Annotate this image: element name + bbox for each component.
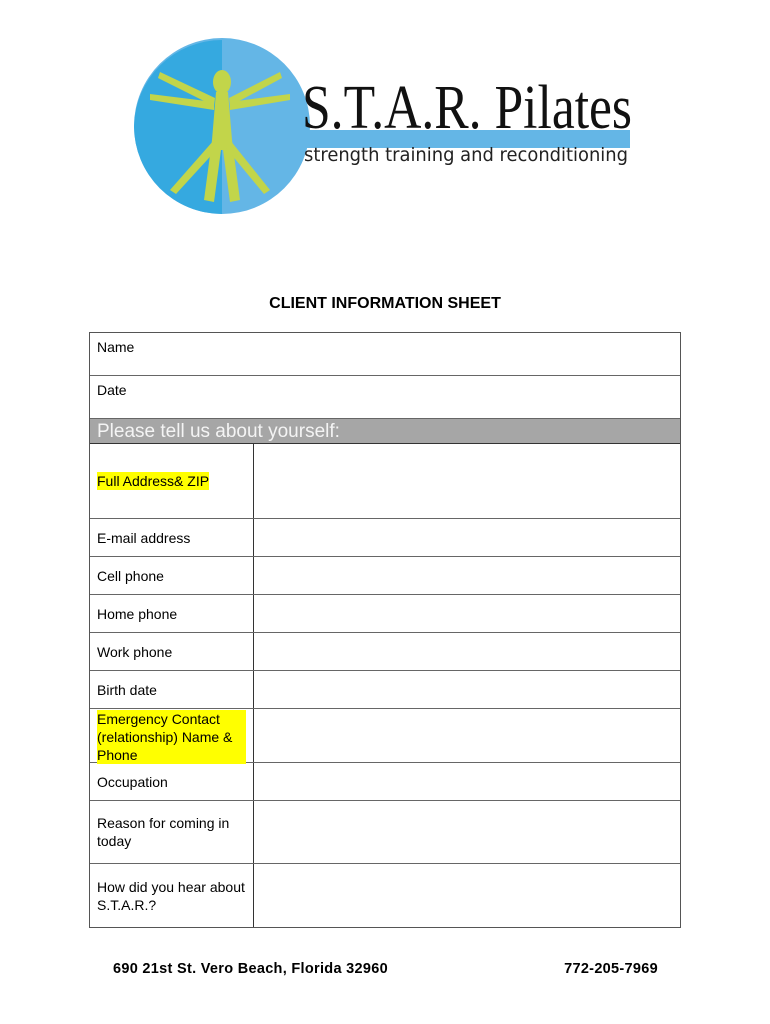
page-title: CLIENT INFORMATION SHEET xyxy=(269,295,501,312)
reason-input[interactable] xyxy=(254,801,680,863)
form-row-reason xyxy=(90,801,680,864)
date-field[interactable] xyxy=(90,376,680,419)
client-information-form xyxy=(89,332,681,928)
home-phone-input[interactable] xyxy=(254,595,680,632)
home-phone-label: Home phone xyxy=(97,605,178,622)
reason-label: Reason for coming in today xyxy=(97,815,230,849)
address-label: Full Address& ZIP xyxy=(97,473,210,489)
date-label: Date xyxy=(97,382,127,398)
occupation-label: Occupation xyxy=(97,773,168,790)
referral-input[interactable] xyxy=(254,864,680,927)
work-phone-label: Work phone xyxy=(97,643,173,660)
email-input[interactable] xyxy=(254,519,680,556)
name-field[interactable] xyxy=(90,333,680,376)
address-input[interactable] xyxy=(254,444,680,518)
cell-phone-label: Cell phone xyxy=(97,567,164,584)
work-phone-input[interactable] xyxy=(254,633,680,670)
form-row-referral xyxy=(90,864,680,927)
form-row-cell-phone xyxy=(90,557,680,595)
star-pilates-logo xyxy=(130,40,640,220)
footer-phone: 772-205-7969 xyxy=(564,961,658,977)
form-row-birth-date xyxy=(90,671,680,709)
form-row-occupation xyxy=(90,763,680,801)
occupation-input[interactable] xyxy=(254,763,680,800)
birth-date-input[interactable] xyxy=(254,671,680,708)
form-row-address xyxy=(90,444,680,519)
logo-wordmark: S.T.A.R. Pilates xyxy=(302,74,632,142)
birth-date-label: Birth date xyxy=(97,681,157,698)
form-row-work-phone xyxy=(90,633,680,671)
email-label: E-mail address xyxy=(97,529,191,546)
name-label: Name xyxy=(97,339,135,355)
footer-address: 690 21st St. Vero Beach, Florida 32960 xyxy=(113,961,388,977)
cell-phone-input[interactable] xyxy=(254,557,680,594)
emergency-contact-input[interactable] xyxy=(254,709,680,762)
form-row-home-phone xyxy=(90,595,680,633)
emergency-contact-label: Emergency Contact (relationship) Name & Phone xyxy=(97,710,246,764)
form-row-emergency-contact xyxy=(90,709,680,763)
logo-tagline: strength training and reconditioning xyxy=(304,144,628,166)
form-row-email xyxy=(90,519,680,557)
section-header: Please tell us about yourself: xyxy=(90,419,680,444)
referral-label: How did you hear about S.T.A.R.? xyxy=(97,878,245,913)
